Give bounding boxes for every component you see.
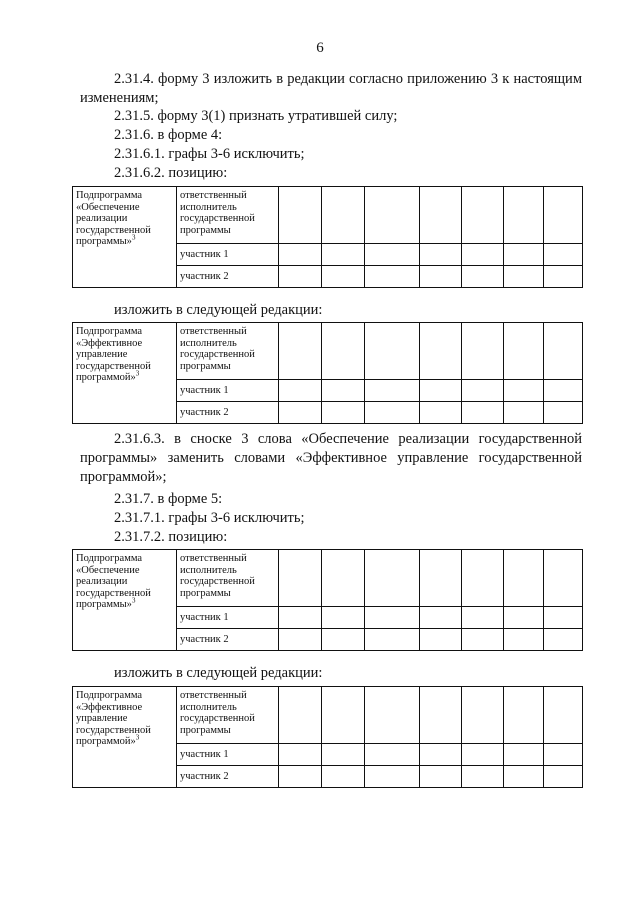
table-cell <box>462 687 504 744</box>
table-cell <box>322 323 365 380</box>
table-cell <box>365 550 420 607</box>
table-cell <box>322 187 365 244</box>
table-cell <box>279 687 322 744</box>
paragraph-2-31-4: 2.31.4. форму 3 изложить в редакции согласно приложению 3 к настоящим изменениям; <box>80 71 582 106</box>
table-cell <box>504 187 544 244</box>
table-cell <box>365 629 420 651</box>
role-participant-1: участник 1 <box>177 244 279 266</box>
paragraph-2-31-7: 2.31.7. в форме 5: <box>114 491 223 507</box>
subprogram-name: Подпрограмма «Эффективное управление государственной программой» <box>76 690 151 747</box>
table-cell <box>322 607 365 629</box>
table-cell <box>279 744 322 766</box>
table-cell <box>462 629 504 651</box>
table-cell <box>420 550 462 607</box>
table-cell <box>279 629 322 651</box>
role-participant-2: участник 2 <box>177 629 279 651</box>
table-form4-new <box>72 322 583 424</box>
table-cell <box>420 629 462 651</box>
table-cell <box>322 687 365 744</box>
table-cell <box>279 380 322 402</box>
role-responsible-executor: ответственный исполнитель государственной программы <box>177 187 279 244</box>
paragraph-2-31-6-3: 2.31.6.3. в сноске 3 слова «Обеспечение реализации государственной программы» заменить словами «Эффективное управление государственной программой»; <box>80 431 582 485</box>
table-cell <box>504 607 544 629</box>
table-cell <box>365 244 420 266</box>
table-cell <box>462 380 504 402</box>
table-cell <box>322 550 365 607</box>
table-cell <box>462 402 504 424</box>
table-cell <box>365 744 420 766</box>
table-cell <box>544 687 583 744</box>
table-cell <box>462 266 504 288</box>
table-cell <box>365 323 420 380</box>
paragraph-new-edition-1: изложить в следующей редакции: <box>114 302 323 318</box>
table-cell <box>365 766 420 788</box>
table-cell <box>462 187 504 244</box>
table-cell <box>279 402 322 424</box>
table-cell <box>504 244 544 266</box>
table-cell <box>462 607 504 629</box>
table-cell <box>279 323 322 380</box>
table-cell <box>544 629 583 651</box>
table-cell <box>462 244 504 266</box>
table-cell <box>462 744 504 766</box>
table-cell <box>322 380 365 402</box>
table-cell <box>504 550 544 607</box>
table-cell <box>365 687 420 744</box>
table-cell <box>420 402 462 424</box>
table-cell <box>420 244 462 266</box>
table-cell <box>544 766 583 788</box>
table-cell <box>544 380 583 402</box>
table-cell <box>322 629 365 651</box>
table-cell <box>420 380 462 402</box>
paragraph-2-31-6-1: 2.31.6.1. графы 3-6 исключить; <box>114 146 305 162</box>
role-participant-1: участник 1 <box>177 744 279 766</box>
table-cell <box>504 266 544 288</box>
subprogram-name: Подпрограмма «Обеспечение реализации государственной программы» <box>76 553 151 610</box>
table-cell <box>420 687 462 744</box>
paragraph-2-31-5: 2.31.5. форму 3(1) признать утратившей силу; <box>114 108 398 124</box>
table-cell <box>544 402 583 424</box>
table-cell <box>279 607 322 629</box>
paragraph-2-31-6: 2.31.6. в форме 4: <box>114 127 223 143</box>
table-cell <box>365 402 420 424</box>
table-cell <box>322 744 365 766</box>
table-cell <box>504 402 544 424</box>
subprogram-name: Подпрограмма «Эффективное управление государственной программой» <box>76 326 151 383</box>
subprogram-name-cell <box>73 550 177 651</box>
paragraph-new-edition-2: изложить в следующей редакции: <box>114 665 323 681</box>
paragraph-2-31-7-2: 2.31.7.2. позицию: <box>114 529 228 545</box>
table-cell <box>365 607 420 629</box>
table-form4-old <box>72 186 583 288</box>
subprogram-name-cell <box>73 187 177 288</box>
table-cell <box>420 744 462 766</box>
table-cell <box>504 380 544 402</box>
table-cell <box>420 323 462 380</box>
table-cell <box>544 550 583 607</box>
table-cell <box>420 607 462 629</box>
table-cell <box>462 323 504 380</box>
table-cell <box>279 244 322 266</box>
table-cell <box>504 744 544 766</box>
table-cell <box>322 266 365 288</box>
subprogram-name-cell <box>73 323 177 424</box>
table-cell <box>365 380 420 402</box>
table-form5-new <box>72 686 583 788</box>
table-cell <box>504 766 544 788</box>
table-cell <box>365 187 420 244</box>
table-cell <box>504 629 544 651</box>
role-responsible-executor: ответственный исполнитель государственной программы <box>177 687 279 744</box>
footnote-mark: 3 <box>131 233 136 242</box>
role-participant-1: участник 1 <box>177 607 279 629</box>
table-cell <box>544 323 583 380</box>
table-form5-old <box>72 549 583 651</box>
role-participant-2: участник 2 <box>177 402 279 424</box>
role-responsible-executor: ответственный исполнитель государственной программы <box>177 550 279 607</box>
table-cell <box>279 766 322 788</box>
footnote-mark: 3 <box>135 733 140 742</box>
role-participant-1: участник 1 <box>177 380 279 402</box>
role-responsible-executor: ответственный исполнитель государственной программы <box>177 323 279 380</box>
table-cell <box>420 266 462 288</box>
table-cell <box>544 266 583 288</box>
table-cell <box>279 550 322 607</box>
table-cell <box>544 187 583 244</box>
subprogram-name: Подпрограмма «Обеспечение реализации государственной программы» <box>76 190 151 247</box>
table-cell <box>420 187 462 244</box>
paragraph-2-31-6-2: 2.31.6.2. позицию: <box>114 165 228 181</box>
table-cell <box>462 550 504 607</box>
subprogram-name-cell <box>73 687 177 788</box>
table-cell <box>279 266 322 288</box>
table-cell <box>544 744 583 766</box>
table-cell <box>504 687 544 744</box>
page-number: 6 <box>316 40 324 56</box>
footnote-mark: 3 <box>135 369 140 378</box>
table-cell <box>322 402 365 424</box>
table-cell <box>544 607 583 629</box>
role-participant-2: участник 2 <box>177 266 279 288</box>
table-cell <box>462 766 504 788</box>
table-cell <box>322 244 365 266</box>
role-participant-2: участник 2 <box>177 766 279 788</box>
table-cell <box>365 266 420 288</box>
paragraph-2-31-7-1: 2.31.7.1. графы 3-6 исключить; <box>114 510 305 526</box>
footnote-mark: 3 <box>131 596 136 605</box>
table-cell <box>544 244 583 266</box>
table-cell <box>322 766 365 788</box>
table-cell <box>504 323 544 380</box>
table-cell <box>420 766 462 788</box>
table-cell <box>279 187 322 244</box>
